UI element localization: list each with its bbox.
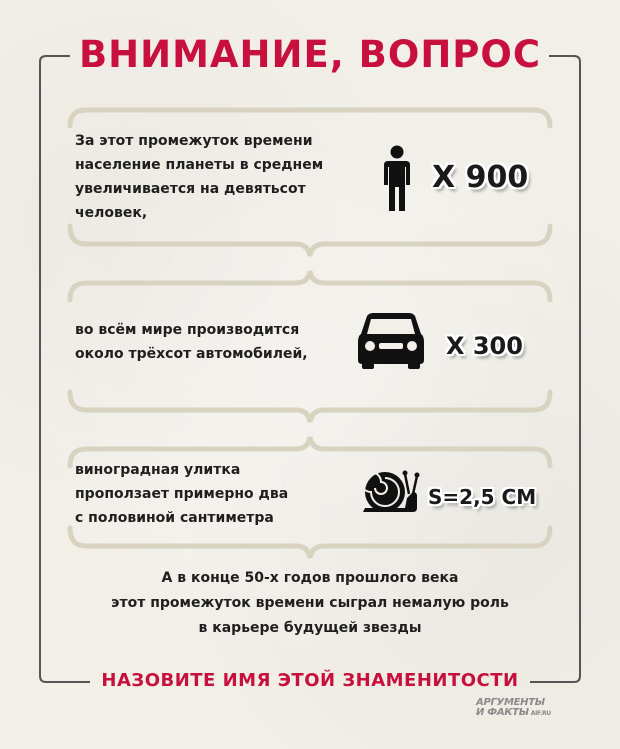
- section-3-line-3: с половиной сантиметра: [75, 510, 274, 526]
- closing-note-line-1: А в конце 50-х годов прошлого века: [161, 570, 459, 586]
- logo-line-2: [476, 708, 586, 719]
- closing-note-line-2: этот промежуток времени сыграл немалую роль: [111, 595, 509, 611]
- logo-line-1: АРГУМЕНТЫ: [476, 697, 545, 708]
- section-1-line-2: население планеты в среднем: [75, 157, 324, 173]
- car-icon: [357, 312, 425, 370]
- section-1-line-1: За этот промежуток времени: [75, 133, 313, 149]
- closing-note-line-3: в карьере будущей звезды: [198, 620, 422, 636]
- logo-line-2-text: И ФАКТЫ: [476, 707, 529, 718]
- page-title: ВНИМАНИЕ, ВОПРОС: [78, 33, 542, 76]
- closing-note: [0, 566, 620, 641]
- question-heading: НАЗОВИТЕ ИМЯ ЭТОЙ ЗНАМЕНИТОСТИ: [101, 670, 519, 691]
- section-3-line-1: виноградная улитка: [75, 462, 241, 478]
- section-2-text: [75, 318, 308, 366]
- multiplier-900: Х 900: [432, 160, 529, 195]
- snail-icon: [361, 468, 421, 516]
- section-3-text: [75, 458, 288, 530]
- section-1-line-4: человек,: [75, 205, 148, 221]
- section-2-line-2: около трёхсот автомобилей,: [75, 346, 308, 362]
- multiplier-300: Х 300: [446, 332, 523, 360]
- section-1-text: [75, 129, 323, 225]
- distance-label: S=2,5 СМ: [428, 485, 537, 509]
- section-2-line-1: во всём мире производится: [75, 322, 300, 338]
- logo-site: AIF.RU: [530, 710, 551, 717]
- person-icon: [382, 145, 412, 213]
- section-3-line-2: проползает примерно два: [75, 486, 289, 502]
- section-1-line-3: увеличивается на девятьсот: [75, 181, 306, 197]
- aif-logo: [476, 698, 586, 724]
